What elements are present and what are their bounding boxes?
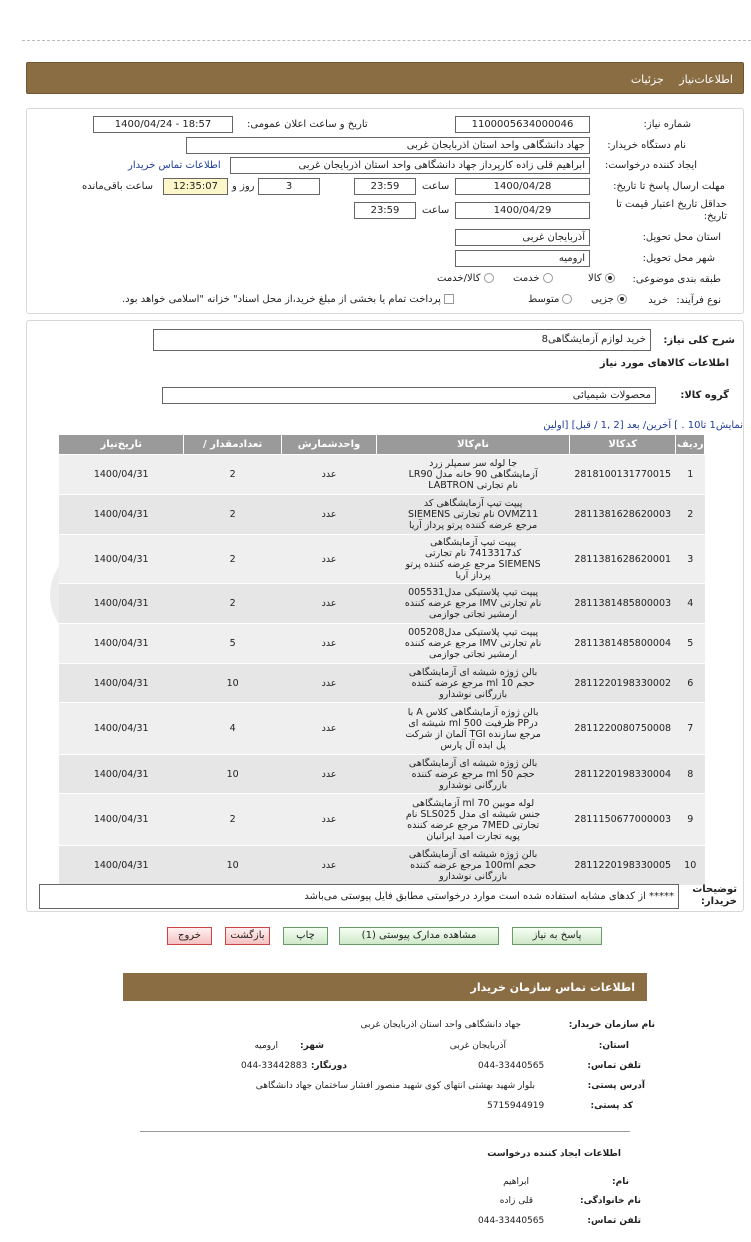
item-qty: 2 [184, 455, 281, 495]
category-goods-label: کالا [588, 273, 602, 284]
table-row [59, 664, 705, 703]
contact-city-label: شهر: [300, 1041, 324, 1051]
exit-button[interactable]: خروج [167, 927, 212, 945]
radio-on-icon [605, 273, 615, 283]
item-name: بالن ژوژه آزمایشگاهی کلاس A با درPP ظرفیت 500 ml شیشه ای مرجع سازنده TGI آلمان از شرکت پل ایده آل پارس [377, 703, 570, 755]
item-code: 2811381485800004 [569, 624, 675, 664]
item-date: 1400/04/31 [59, 624, 184, 664]
col-name: نام‌کالا [377, 435, 570, 455]
need-number-field: 1100005634000046 [455, 116, 590, 133]
contact-phone-value: 044-33440565 [478, 1061, 545, 1071]
row-number: 7 [676, 703, 705, 755]
item-name: بالن ژوژه شیشه ای آزمایشگاهی حجم 100ml مرجع عرضه کننده بازرگانی نوشدارو [377, 846, 570, 886]
validity-time-field: 23:59 [354, 202, 416, 219]
item-qty: 2 [184, 495, 281, 535]
table-row [59, 624, 705, 664]
category-service-label: خدمت [513, 273, 540, 284]
group-label: گروه کالا: [680, 390, 729, 401]
creator-info-title: اطلاعات ایجاد کننده درخواست [487, 1149, 621, 1159]
item-date: 1400/04/31 [59, 794, 184, 846]
item-date: 1400/04/31 [59, 664, 184, 703]
item-name: بالن ژوژه شیشه ای آزمایشگاهی حجم 50 ml مرجع عرضه کننده بازرگانی نوشدارو [377, 755, 570, 794]
item-name: جا لوله سر سمپلر زرد آزمایشگاهی 90 خانه مدل LR90 نام تجارتی LABTRON [377, 455, 570, 495]
table-row [59, 794, 705, 846]
item-qty: 10 [184, 846, 281, 886]
table-header-row [59, 435, 705, 455]
days-label: روز و [232, 181, 255, 192]
province-field: آذربایجان غربی [455, 229, 590, 246]
item-unit: عدد [281, 495, 376, 535]
contact-fax-label: دورنگار: [310, 1061, 347, 1071]
table-row [59, 846, 705, 886]
col-row: ردیف [676, 435, 705, 455]
table-row [59, 703, 705, 755]
item-code: 2811220198330005 [569, 846, 675, 886]
reply-button[interactable]: پاسخ به نیاز [512, 927, 602, 945]
item-unit: عدد [281, 794, 376, 846]
item-name: پیپت تیپ آزمایشگاهی کد7413317 نام تجارتی SIEMENS مرجع عرضه کننده پرتو پرداز آریا [377, 535, 570, 584]
tab-need-info[interactable]: اطلاعات‌نیاز [679, 73, 733, 86]
col-code: کدکالا [569, 435, 675, 455]
col-qty: تعدادمقدار / [184, 435, 281, 455]
item-qty: 5 [184, 624, 281, 664]
contact-province-value: آذربایجان غربی [449, 1041, 506, 1051]
item-qty: 4 [184, 703, 281, 755]
creator-field: ابراهیم قلی زاده کارپرداز جهاد دانشگاهی واحد استان اذربایجان غربی [230, 157, 590, 174]
pagination[interactable]: نمایش1 تا10 . ] آخرین/ بعد [2 ,1 / قبل] [اولین [543, 420, 743, 431]
payment-note-label: پرداخت تمام یا بخشی از مبلغ خرید،از محل اسناد" خزانه "اسلامی خواهد بود. [122, 294, 441, 305]
item-qty: 2 [184, 584, 281, 624]
item-unit: عدد [281, 703, 376, 755]
table-row [59, 455, 705, 495]
print-button[interactable]: چاپ [283, 927, 328, 945]
table-row [59, 535, 705, 584]
row-number: 3 [676, 535, 705, 584]
item-name: پیپت تیپ پلاستیکی مدل005531 نام تجارتی IMV مرجع عرضه کننده ارمشیر تجاتی جوازمی [377, 584, 570, 624]
category-both-option[interactable] [437, 273, 497, 284]
item-qty: 10 [184, 755, 281, 794]
group-field: محصولات شیمیائی [162, 387, 656, 404]
buyer-notes-field: ***** از کدهای مشابه استفاده شده است موارد درخواستی مطابق فایل پیوستی می‌باشد [39, 884, 679, 909]
item-date: 1400/04/31 [59, 755, 184, 794]
tab-details[interactable]: جزئیات [630, 73, 664, 86]
validity-date-field: 1400/04/29 [455, 202, 590, 219]
process-medium-label: متوسط [528, 294, 560, 305]
table-row [59, 584, 705, 624]
days-field: 3 [258, 178, 320, 195]
deadline-time-label: ساعت [422, 181, 450, 192]
item-name: لوله موبین 70 ml آزمایشگاهی جنس شیشه ای مدل SLS025 نام تجارتی 7MED مرجع عرضه کننده پویه تجارت امید ایرانیان [377, 794, 570, 846]
buyer-field: جهاد دانشگاهی واحد استان اذربایجان غربی [186, 137, 590, 154]
creator-family-value: قلی زاده [499, 1196, 533, 1206]
item-qty: 10 [184, 664, 281, 703]
validity-time-label: ساعت [422, 205, 450, 216]
category-goods-option[interactable] [588, 273, 618, 284]
item-code: 2811381628620001 [569, 535, 675, 584]
goods-info-title: اطلاعات کالاهای مورد نیاز [599, 358, 729, 369]
buyer-notes-label: توضیحات خریدار: [692, 884, 737, 907]
creator-phone-label: تلفن تماس: [587, 1216, 641, 1226]
deadline-date-field: 1400/04/28 [455, 178, 590, 195]
province-label: استان محل تحویل: [642, 232, 721, 243]
buyer-contact-link[interactable]: اطلاعات تماس خریدار [128, 160, 221, 171]
item-code: 2811150677000003 [569, 794, 675, 846]
category-both-label: کالا/خدمت [437, 273, 481, 284]
table-row [59, 495, 705, 535]
process-buy-label: خرید [648, 295, 668, 306]
item-name: پیپت تیپ آزمایشگاهی کد OVMZ11 نام تجارتی SIEMENS مرجع عرضه کننده پرتو پرداز آریا [377, 495, 570, 535]
validity-label: حداقل تاریخ اعتبار قیمت تا تاریخ: [615, 199, 727, 222]
remaining-time-field: 12:35:07 [163, 178, 228, 195]
item-code: 2811220198330004 [569, 755, 675, 794]
announce-label: تاریخ و ساعت اعلان عمومی: [247, 119, 368, 130]
need-number-label: شماره نیاز: [643, 119, 691, 130]
contact-address-value: بلوار شهید بهشتی انتهای کوی شهید منصور افشار ساختمان جهاد دانشگاهی [255, 1081, 535, 1091]
contact-divider [140, 1131, 630, 1132]
process-label: نوع فرآیند: [676, 295, 721, 306]
col-unit: واحدشمارش [281, 435, 376, 455]
back-button[interactable]: بازگشت [225, 927, 270, 945]
item-code: 2818100131770015 [569, 455, 675, 495]
row-number: 8 [676, 755, 705, 794]
creator-label: ایجاد کننده درخواست: [604, 160, 697, 171]
summary-field: خرید لوازم آزمایشگاهی8 [153, 329, 651, 351]
item-code: 2811220080750008 [569, 703, 675, 755]
item-code: 2811381628620003 [569, 495, 675, 535]
payment-note-option[interactable] [122, 294, 457, 305]
contact-phone-label: تلفن تماس: [587, 1061, 641, 1071]
item-name: پیپت تیپ پلاستیکی مدل005208 نام تجارتی IMV مرجع عرضه کننده ارمشیر تجاتی جوازمی [377, 624, 570, 664]
item-code: 2811220198330002 [569, 664, 675, 703]
city-label: شهر محل تحویل: [642, 253, 715, 264]
item-unit: عدد [281, 846, 376, 886]
items-table [58, 434, 705, 886]
radio-off-icon [543, 273, 553, 283]
item-date: 1400/04/31 [59, 535, 184, 584]
item-qty: 2 [184, 794, 281, 846]
buyer-label: نام دستگاه خریدار: [607, 140, 686, 151]
item-unit: عدد [281, 535, 376, 584]
item-date: 1400/04/31 [59, 495, 184, 535]
page-header [26, 62, 744, 94]
col-date: تاریخ‌نیاز [59, 435, 184, 455]
table-row [59, 755, 705, 794]
org-label: نام سازمان خریدار: [568, 1020, 655, 1030]
item-name: بالن ژوژه شیشه ای آزمایشگاهی حجم 10 ml مرجع عرضه کننده بازرگانی نوشدارو [377, 664, 570, 703]
row-number: 5 [676, 624, 705, 664]
contact-city-value: ارومیه [254, 1041, 278, 1051]
contact-fax-value: 044-33442883 [241, 1061, 308, 1071]
item-unit: عدد [281, 455, 376, 495]
item-unit: عدد [281, 624, 376, 664]
item-qty: 2 [184, 535, 281, 584]
row-number: 4 [676, 584, 705, 624]
contact-postal-value: 5715944919 [487, 1101, 545, 1111]
item-unit: عدد [281, 664, 376, 703]
row-number: 1 [676, 455, 705, 495]
deadline-label: مهلت ارسال پاسخ تا تاریخ: [613, 181, 725, 192]
item-unit: عدد [281, 755, 376, 794]
item-date: 1400/04/31 [59, 455, 184, 495]
creator-family-label: نام خانوادگی: [579, 1196, 641, 1206]
contact-province-label: استان: [598, 1041, 629, 1051]
creator-name-value: ابراهیم [503, 1177, 529, 1187]
category-label: طبقه بندی موضوعی: [632, 274, 721, 285]
contact-postal-label: کد پستی: [590, 1101, 633, 1111]
radio-on-icon [617, 294, 627, 304]
announce-field: 1400/04/24 - 18:57 [93, 116, 233, 133]
summary-label: شرح کلی نیاز: [663, 335, 735, 346]
remaining-label: ساعت باقی‌مانده [82, 181, 154, 192]
item-date: 1400/04/31 [59, 703, 184, 755]
item-date: 1400/04/31 [59, 584, 184, 624]
row-number: 6 [676, 664, 705, 703]
row-number: 9 [676, 794, 705, 846]
category-service-option[interactable] [513, 273, 556, 284]
item-code: 2811381485800003 [569, 584, 675, 624]
org-value: جهاد دانشگاهی واحد استان اذربایجان غربی [360, 1020, 521, 1030]
deadline-time-field: 23:59 [354, 178, 416, 195]
item-date: 1400/04/31 [59, 846, 184, 886]
contact-address-label: آدرس پستی: [587, 1081, 645, 1091]
contact-header: اطلاعات تماس سازمان خریدار [123, 973, 647, 1001]
creator-name-label: نام: [612, 1177, 629, 1187]
process-medium-option[interactable] [528, 294, 575, 305]
view-attachments-button[interactable]: مشاهده مدارک پیوستی (1) [339, 927, 499, 945]
city-field: ارومیه [455, 250, 590, 267]
row-number: 10 [676, 846, 705, 886]
process-small-option[interactable] [591, 294, 630, 305]
top-divider [22, 40, 751, 41]
row-number: 2 [676, 495, 705, 535]
creator-phone-value: 044-33440565 [478, 1216, 545, 1226]
radio-off-icon [562, 294, 572, 304]
process-small-label: جزیی [591, 294, 614, 305]
radio-off-icon [484, 273, 494, 283]
checkbox-icon [444, 294, 454, 304]
item-unit: عدد [281, 584, 376, 624]
